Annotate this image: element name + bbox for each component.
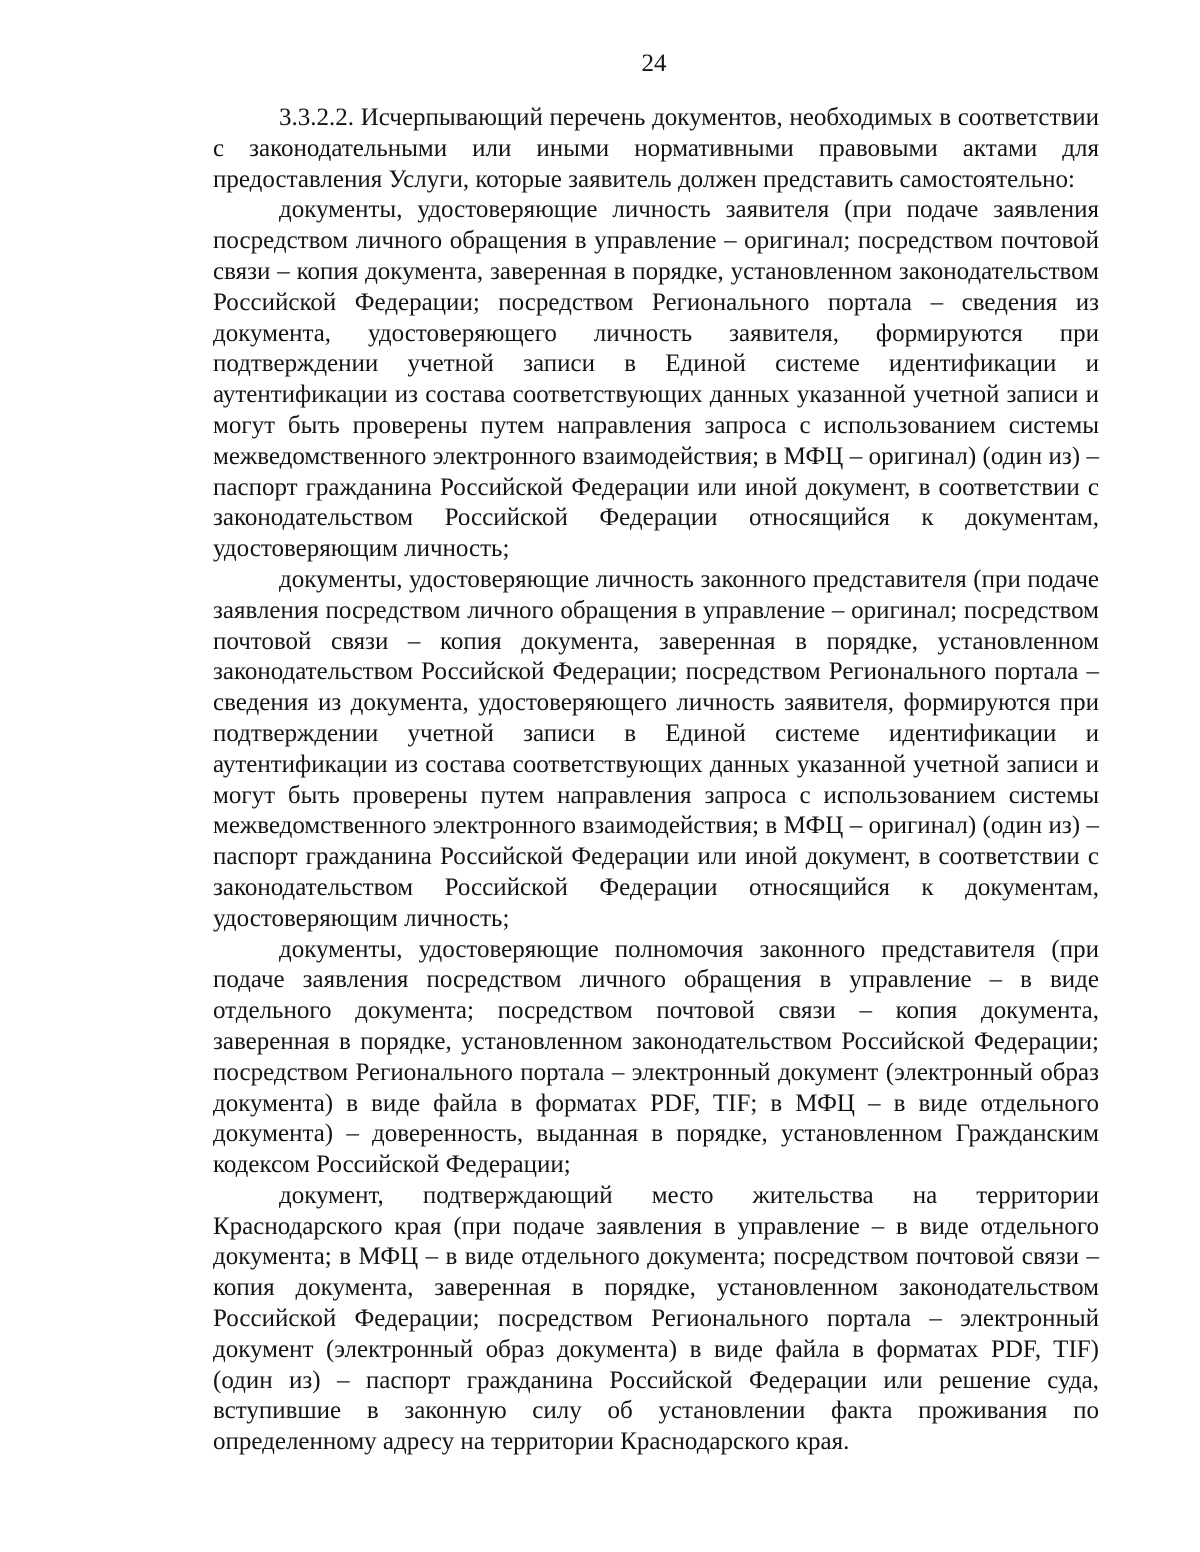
document-body	[213, 103, 1099, 1458]
paragraph-residence-document: документ, подтверждающий место жительства на территории Краснодарского края (при подаче заявления в управление – в виде отдельного документа; в МФЦ – в виде отдельного документа; посредством почтовой связи – копия документа, заверенная в порядке, установленном законодательством Российской Федерации; посредством Регионального портала – электронный документ (электронный образ документа) в виде файла в форматах PDF, TIF) (один из) – паспорт гражданина Российской Федерации или решение суда, вступившие в законную силу об установлении факта проживания по определенному адресу на территории Краснодарского края.	[213, 1181, 1099, 1456]
page-number: 24	[641, 50, 667, 77]
paragraph-section-heading: 3.3.2.2. Исчерпывающий перечень документов, необходимых в соответствии с законодательными или иными нормативными правовыми актами для предоставления Услуги, которые заявитель должен представить самостоятельно:	[213, 104, 1099, 193]
paragraph-applicant-identity-documents: документы, удостоверяющие личность заявителя (при подаче заявления посредством личного обращения в управление – оригинал; посредством почтовой связи – копия документа, заверенная в порядке, установленном законодательством Российской Федерации; посредством Регионального портала – сведения из документа, удостоверяющего личность заявителя, формируются при подтверждении учетной записи в Единой системе идентификации и аутентификации из состава соответствующих данных указанной учетной записи и могут быть проверены путем направления запроса с использованием системы межведомственного электронного взаимодействия; в МФЦ – оригинал) (один из) – паспорт гражданина Российской Федерации или иной документ, в соответствии с законодательством Российской Федерации относящийся к документам, удостоверяющим личность;	[213, 196, 1099, 563]
paragraph-representative-authority-documents: документы, удостоверяющие полномочия законного представителя (при подаче заявления посредством личного обращения в управление – в виде отдельного документа; посредством почтовой связи – копия документа, заверенная в порядке, установленном законодательством Российской Федерации; посредством Регионального портала – электронный документ (электронный образ документа) в виде файла в форматах PDF, TIF; в МФЦ – в виде отдельного документа) – доверенность, выданная в порядке, установленном Гражданским кодексом Российской Федерации;	[213, 935, 1099, 1179]
paragraph-representative-identity-documents: документы, удостоверяющие личность законного представителя (при подаче заявления посредством личного обращения в управление – оригинал; посредством почтовой связи – копия документа, заверенная в порядке, установленном законодательством Российской Федерации; посредством Регионального портала – сведения из документа, удостоверяющего личность заявителя, формируются при подтверждении учетной записи в Единой системе идентификации и аутентификации из состава соответствующих данных указанной учетной записи и могут быть проверены путем направления запроса с использованием системы межведомственного электронного взаимодействия; в МФЦ – оригинал) (один из) – паспорт гражданина Российской Федерации или иной документ, в соответствии с законодательством Российской Федерации относящийся к документам, удостоверяющим личность;	[213, 565, 1099, 932]
